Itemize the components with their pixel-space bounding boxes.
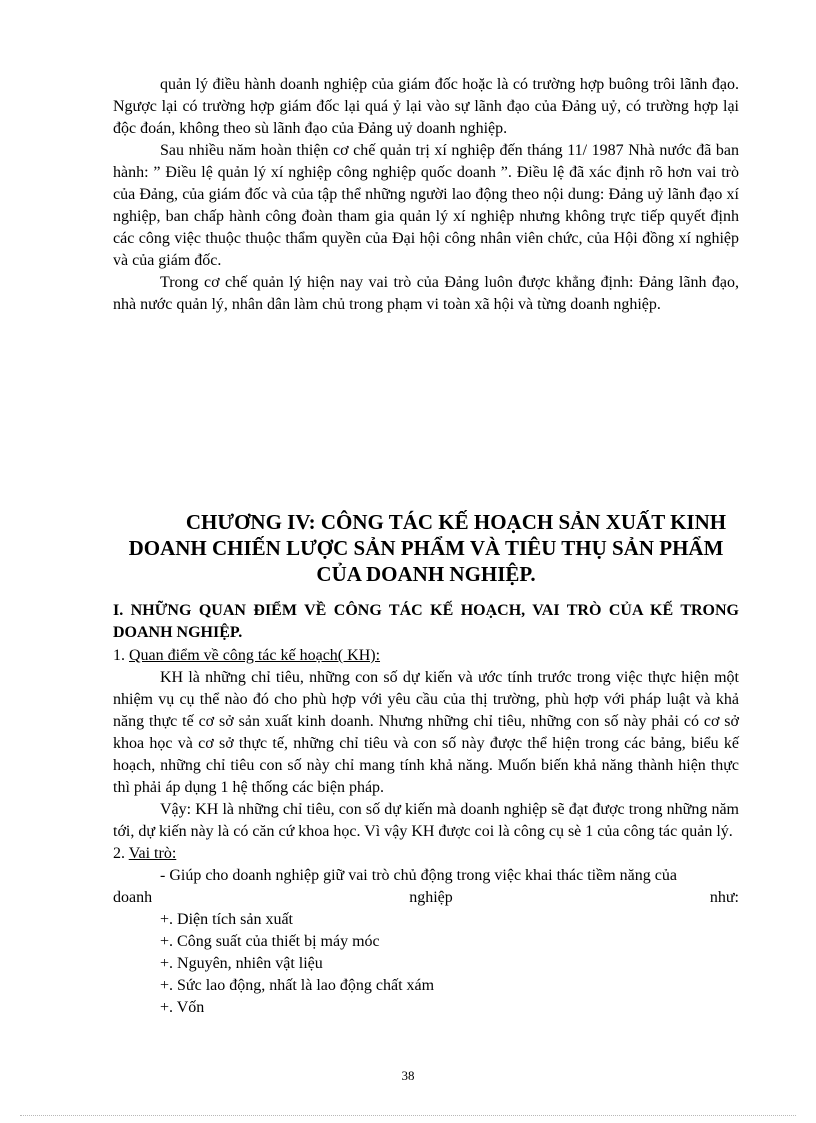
page-bottom-divider bbox=[20, 1115, 796, 1116]
chapter-title bbox=[113, 509, 739, 587]
role-dash-item: - Giúp cho doanh nghiệp giữ vai trò chủ động trong việc khai thác tiềm năng của bbox=[160, 867, 677, 884]
top-text-block bbox=[113, 74, 739, 316]
subsection-2-number: 2. bbox=[113, 845, 129, 862]
list-item: +. Diện tích sản xuất bbox=[160, 911, 293, 928]
paragraph-kh-definition: KH là những chỉ tiêu, những con số dự kiến và ước tính trước trong việc thực hiện một nhiệm vụ cụ thể nào đó cho phù hợp với yêu cầu của thị trường, phù hợp với pháp luật và khả năng thực tế cơ sở sản xuất kinh doanh. Nhưng những chỉ tiêu, những con số này phải có cơ sở khoa học và cơ sở thực tế, những chỉ tiêu và con số này được thể hiện trong các bảng, biểu kế hoạch, những chỉ tiêu con số này chỉ mang tính khả năng. Muốn biến khả năng thành hiện thực thì phải áp dụng 1 hệ thống các biện pháp. bbox=[113, 669, 739, 796]
paragraph-party-role: Trong cơ chế quản lý hiện nay vai trò của Đảng luôn được khẳng định: Đảng lãnh đạo, nhà nước quản lý, nhân dân làm chủ trong phạm vi toàn xã hội và từng doanh nghiệp. bbox=[113, 274, 739, 313]
word-doanh: doanh bbox=[113, 889, 153, 906]
list-item: +. Công suất của thiết bị máy móc bbox=[160, 933, 380, 950]
chapter-title-line-3: CỦA DOANH NGHIỆP. bbox=[316, 562, 536, 586]
subsection-2-title: Vai trò: bbox=[128, 845, 177, 862]
section-heading: I. NHỮNG QUAN ĐIỂM VỀ CÔNG TÁC KẾ HOẠCH, VAI TRÒ CỦA KẾ TRONG DOANH NGHIỆP. bbox=[113, 602, 739, 641]
subsection-2-heading bbox=[113, 843, 739, 865]
word-nghiep: nghiệp bbox=[409, 889, 453, 906]
paragraph-kh-conclusion: Vậy: KH là những chỉ tiêu, con số dự kiến mà doanh nghiệp sẽ đạt được trong những năm tới, dự kiến này là có căn cứ khoa học. Vì vậy KH được coi là công cụ sè 1 của công tác quản lý. bbox=[113, 801, 739, 840]
chapter-title-line-1: CHƯƠNG IV: CÔNG TÁC KẾ HOẠCH SẢN XUẤT KINH bbox=[185, 510, 727, 534]
role-dash-continuation bbox=[113, 887, 739, 909]
chapter-title-line-2: DOANH CHIẾN LƯỢC SẢN PHẨM VÀ TIÊU THỤ SẢN PHẨM bbox=[128, 536, 724, 560]
page-number: 38 bbox=[401, 1068, 415, 1083]
list-item: +. Nguyên, nhiên vật liệu bbox=[160, 955, 323, 972]
paragraph-continuation: quản lý điều hành doanh nghiệp của giám đốc hoặc là có trường hợp buông trôi lãnh đạo. Ngược lại có trường hợp giám đốc lại quá ỷ lại vào sự lãnh đạo của Đảng uỷ, có trường hợp lại độc đoán, không theo sù lãnh đạo của Đảng uỷ doanh nghiệp. bbox=[113, 76, 739, 137]
main-text-block bbox=[113, 645, 739, 1019]
paragraph-decree: Sau nhiều năm hoàn thiện cơ chế quản trị xí nghiệp đến tháng 11/ 1987 Nhà nước đã ban hành: ” Điều lệ quản lý xí nghiệp công nghiệp quốc doanh ”. Điều lệ đã xác định rõ hơn vai trò của Đảng, của giám đốc và của tập thể những người lao động theo nội dung: Đảng uỷ lãnh đạo xí nghiệp, ban chấp hành công đoàn tham gia quản lý xí nghiệp nhưng không trực tiếp quyết định các công việc thuộc thuộc thẩm quyền của Đại hội công nhân viên chức, của Hội đồng xí nghiệp và của giám đốc. bbox=[113, 142, 739, 269]
list-item: +. Sức lao động, nhất là lao động chất xám bbox=[160, 977, 435, 994]
word-nhu: như: bbox=[709, 889, 739, 906]
list-item: +. Vốn bbox=[160, 999, 205, 1016]
subsection-1-title: Quan điểm về công tác kế hoạch( KH): bbox=[129, 647, 381, 664]
subsection-1-heading bbox=[113, 645, 739, 667]
subsection-1-number: 1. bbox=[113, 647, 129, 664]
